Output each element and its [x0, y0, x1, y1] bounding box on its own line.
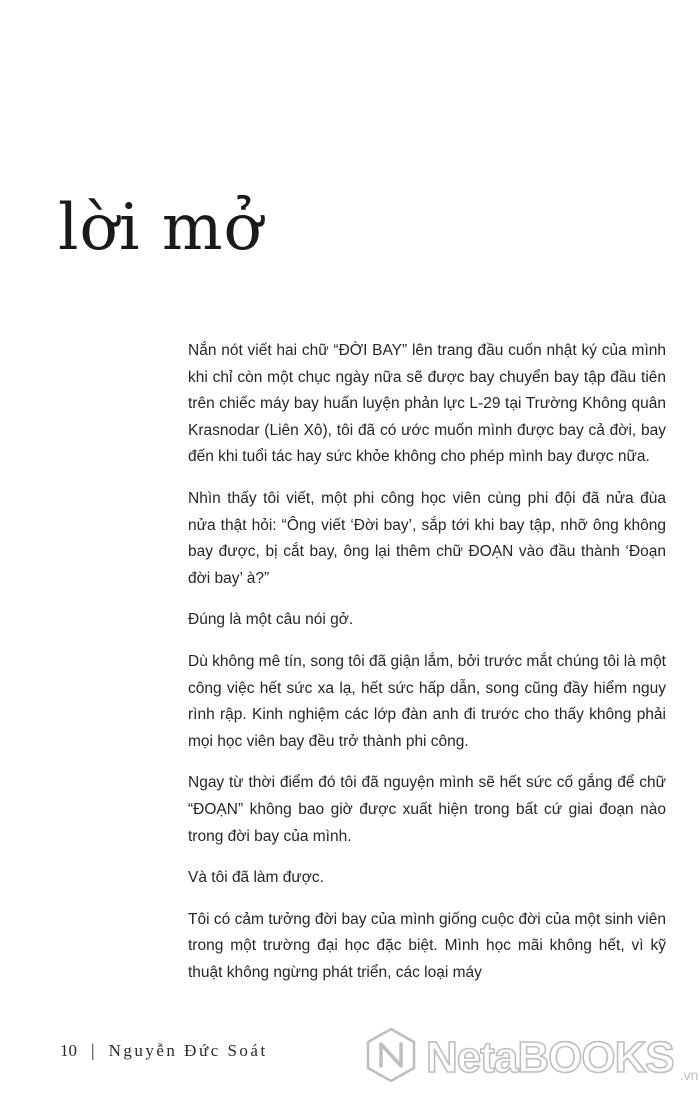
- watermark-suffix: .vn: [679, 1067, 699, 1083]
- paragraph: Đúng là một câu nói gở.: [188, 611, 354, 629]
- author-name: Nguyễn Đức Soát: [108, 1040, 268, 1060]
- watermark-brand: NetaBOOKS: [426, 1032, 674, 1082]
- page-number: 10: [60, 1040, 77, 1060]
- hexagon-n-logo-icon: [362, 1026, 420, 1089]
- paragraph: Tôi có cảm tưởng đời bay của mình giống cuộc đời của một sinh viên trong một trường đại học đặc biệt. Mình học mãi không hết, vì kỹ thuật không ngừng phát triển, các loại máy: [188, 910, 666, 981]
- paragraph: Nhìn thấy tôi viết, một phi công học viên cùng phi đội đã nửa đùa nửa thật hỏi: “Ông viết ‘Đời bay’, sắp tới khi bay tập, nhỡ ông không bay được, bị cắt bay, ông lại thêm chữ ĐOẠN vào đầu thành ‘Đoạn đời bay’ à?”: [188, 489, 666, 587]
- paragraph: Ngay từ thời điểm đó tôi đã nguyện mình sẽ hết sức cố gắng để chữ “ĐOẠN” không bao giờ được xuất hiện trong bất cứ giai đoạn nào trong đời bay của mình.: [188, 774, 666, 845]
- chapter-title: lời mở: [58, 191, 264, 265]
- paragraph: Dù không mê tín, song tôi đã giận lắm, bởi trước mắt chúng tôi là một công việc hết sức xa lạ, hết sức hấp dẫn, song cũng đầy hiểm nguy rình rập. Kinh nghiệm các lớp đàn anh đi trước cho thấy không phải mọi học viên bay đều trở thành phi công.: [188, 652, 666, 750]
- watermark: [362, 1026, 698, 1089]
- paragraph: Nắn nót viết hai chữ “ĐỜI BAY” lên trang đầu cuốn nhật ký của mình khi chỉ còn một chục ngày nữa sẽ được bay chuyển bay tập đầu tiên trên chiếc máy bay huấn luyện phản lực L-29 tại Trường Không quân Krasnodar (Liên Xô), tôi đã có ước muốn mình được bay cả đời, bay đến khi tuổi tác hay sức khỏe không cho phép mình bay được nữa.: [188, 342, 666, 466]
- body-text: [188, 338, 666, 1001]
- paragraph: Và tôi đã làm được.: [188, 869, 324, 887]
- footer-separator: |: [91, 1040, 95, 1060]
- page-footer: [60, 1040, 268, 1061]
